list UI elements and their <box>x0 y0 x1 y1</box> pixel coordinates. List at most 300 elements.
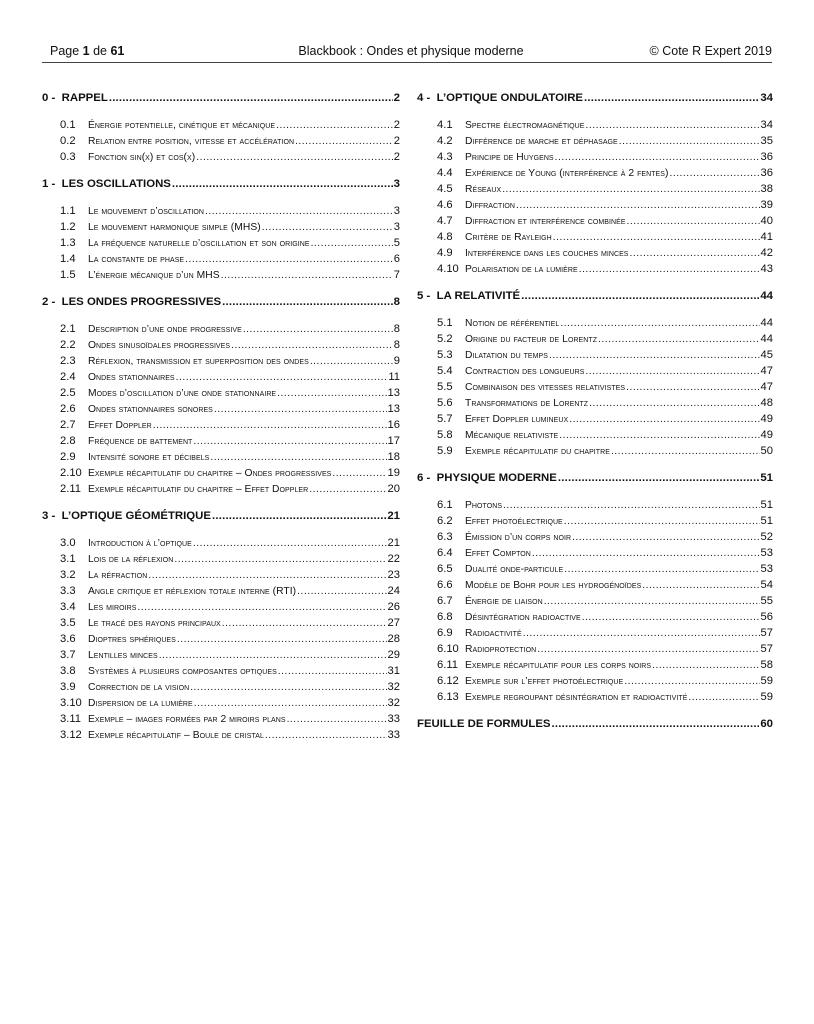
toc-item[interactable] <box>417 673 773 689</box>
toc-item[interactable] <box>417 181 773 197</box>
toc-item[interactable] <box>42 401 400 417</box>
toc-item[interactable] <box>417 165 773 181</box>
toc-item-list <box>42 535 400 743</box>
toc-item[interactable] <box>42 551 400 567</box>
toc-item[interactable] <box>417 529 773 545</box>
item-page-number: 36 <box>760 167 773 179</box>
item-page-number: 53 <box>760 547 773 559</box>
toc-item[interactable] <box>417 149 773 165</box>
item-number: 2.7 <box>60 419 76 431</box>
item-title: Fonction sin(x) et cos(x) <box>88 152 196 163</box>
item-number: 3.9 <box>60 681 76 693</box>
toc-section-heading[interactable] <box>417 713 773 735</box>
dot-leader <box>552 713 760 735</box>
item-number: 6.11 <box>437 659 458 671</box>
item-number: 5.8 <box>437 429 453 441</box>
item-page-number: 32 <box>387 697 400 709</box>
item-page-number: 8 <box>393 323 400 335</box>
dot-leader <box>278 664 387 680</box>
section-title: LES OSCILLATIONS <box>61 178 171 190</box>
dot-leader <box>579 262 760 278</box>
toc-item[interactable] <box>417 513 773 529</box>
dot-leader <box>521 285 759 307</box>
item-page-number: 51 <box>760 499 773 511</box>
item-number: 1.3 <box>60 237 76 249</box>
section-number: 2 - <box>42 296 62 308</box>
item-number: 5.5 <box>437 381 453 393</box>
section-page-number: 34 <box>760 92 773 104</box>
dot-leader <box>310 354 393 370</box>
item-title: Différence de marche et déphasage <box>465 136 618 147</box>
toc-item[interactable] <box>417 133 773 149</box>
item-number: 5.1 <box>437 317 453 329</box>
dot-leader <box>642 578 759 594</box>
toc-item[interactable] <box>42 321 400 337</box>
item-page-number: 29 <box>387 649 400 661</box>
dot-leader <box>549 348 760 364</box>
dot-leader <box>611 444 760 460</box>
toc-item[interactable] <box>417 245 773 261</box>
toc-item[interactable] <box>42 663 400 679</box>
toc-item[interactable] <box>417 379 773 395</box>
item-title: Ondes sinusoïdales progressives <box>88 340 231 351</box>
toc-item[interactable] <box>42 711 400 727</box>
dot-leader <box>584 87 759 109</box>
item-number: 2.8 <box>60 435 76 447</box>
section-page-number: 44 <box>760 290 773 302</box>
toc-item[interactable] <box>42 465 400 481</box>
item-page-number: 50 <box>760 445 773 457</box>
toc-section <box>417 285 773 459</box>
dot-leader <box>560 316 759 332</box>
toc-section-heading[interactable] <box>417 87 773 109</box>
dot-leader <box>502 182 759 198</box>
dot-leader <box>585 364 759 380</box>
toc-item-list <box>42 321 400 497</box>
item-number: 4.7 <box>437 215 453 227</box>
toc-item[interactable] <box>42 679 400 695</box>
toc-item[interactable] <box>42 567 400 583</box>
section-page-number: 51 <box>760 472 773 484</box>
toc-item[interactable] <box>42 695 400 711</box>
item-title: L’énergie mécanique d’un MHS <box>88 270 220 281</box>
item-number: 2.5 <box>60 387 76 399</box>
dot-leader <box>598 332 760 348</box>
item-page-number: 39 <box>760 199 773 211</box>
toc-section <box>42 87 400 165</box>
toc-item[interactable] <box>42 369 400 385</box>
item-title: Exemple récapitulatif du chapitre <box>465 446 610 457</box>
page-total: 61 <box>110 44 125 58</box>
dot-leader <box>627 214 760 230</box>
item-title: Systèmes à plusieurs composantes optiques <box>88 666 277 677</box>
section-title: LES ONDES PROGRESSIVES <box>61 296 222 308</box>
dot-leader <box>630 246 760 262</box>
toc-item[interactable] <box>42 385 400 401</box>
item-title: Interférence dans les couches minces <box>465 248 629 259</box>
toc-item[interactable] <box>417 427 773 443</box>
item-number: 6.1 <box>437 499 453 511</box>
item-page-number: 6 <box>393 253 400 265</box>
toc-item[interactable] <box>417 609 773 625</box>
item-number: 3.1 <box>60 553 76 565</box>
toc-item[interactable] <box>417 395 773 411</box>
toc-item[interactable] <box>42 203 400 219</box>
toc-item[interactable] <box>42 251 400 267</box>
section-number: 1 - <box>42 178 62 190</box>
toc-item[interactable] <box>417 561 773 577</box>
item-page-number: 8 <box>393 339 400 351</box>
item-page-number: 49 <box>760 413 773 425</box>
item-number: 6.3 <box>437 531 453 543</box>
dot-leader <box>624 674 759 690</box>
item-page-number: 56 <box>760 611 773 623</box>
dot-leader <box>193 536 387 552</box>
dot-leader <box>295 134 393 150</box>
item-page-number: 59 <box>760 675 773 687</box>
item-number: 6.4 <box>437 547 453 559</box>
item-number: 5.2 <box>437 333 453 345</box>
dot-leader <box>214 402 387 418</box>
item-title: Angle critique et réflexion totale interne (RTI) <box>88 586 297 597</box>
dot-leader <box>311 236 393 252</box>
dot-leader <box>185 252 393 268</box>
item-number: 3.2 <box>60 569 76 581</box>
dot-leader <box>159 648 387 664</box>
section-spacer <box>417 735 773 743</box>
item-title: Exemple sur l’effet photoélectrique <box>465 676 624 687</box>
toc-item[interactable] <box>417 261 773 277</box>
dot-leader <box>309 482 386 498</box>
item-title: Effet Doppler lumineux <box>465 414 569 425</box>
dot-leader <box>586 118 760 134</box>
dot-leader <box>262 220 393 236</box>
dot-leader <box>626 380 759 396</box>
section-title: L’OPTIQUE ONDULATOIRE <box>436 92 584 104</box>
item-title: Principe de Huygens <box>465 152 554 163</box>
toc-item[interactable] <box>42 615 400 631</box>
dot-leader <box>210 450 386 466</box>
item-number: 3.10 <box>60 697 82 709</box>
dot-leader <box>503 498 760 514</box>
item-title: Ondes stationnaires sonores <box>88 404 213 415</box>
toc-item[interactable] <box>417 593 773 609</box>
item-title: Radioactivité <box>465 628 522 639</box>
toc-item[interactable] <box>417 657 773 673</box>
toc-item[interactable] <box>42 631 400 647</box>
item-page-number: 3 <box>393 221 400 233</box>
item-title: Énergie de liaison <box>465 596 543 607</box>
item-number: 3.11 <box>60 713 81 725</box>
toc-item[interactable] <box>417 577 773 593</box>
item-title: Exemple – images formées par 2 miroirs plans <box>88 714 286 725</box>
item-number: 2.9 <box>60 451 76 463</box>
toc-item[interactable] <box>42 449 400 465</box>
section-title: PHYSIQUE MODERNE <box>436 472 557 484</box>
toc-item[interactable] <box>417 689 773 705</box>
item-page-number: 35 <box>760 135 773 147</box>
item-page-number: 47 <box>760 381 773 393</box>
item-number: 5.6 <box>437 397 453 409</box>
item-title: Ondes stationnaires <box>88 372 175 383</box>
item-title: Dilatation du temps <box>465 350 548 361</box>
dot-leader <box>564 562 759 578</box>
item-number: 3.4 <box>60 601 76 613</box>
page-counter <box>50 44 124 58</box>
item-number: 4.1 <box>437 119 453 131</box>
item-page-number: 34 <box>760 119 773 131</box>
toc-item[interactable] <box>417 363 773 379</box>
item-number: 0.1 <box>60 119 76 131</box>
item-number: 6.8 <box>437 611 453 623</box>
dot-leader <box>297 584 386 600</box>
toc-item[interactable] <box>42 117 400 133</box>
item-title: Expérience de Young (interférence à 2 fentes) <box>465 168 669 179</box>
dot-leader <box>555 150 760 166</box>
item-title: Diffraction <box>465 200 515 211</box>
item-number: 3.0 <box>60 537 76 549</box>
item-title: Exemple récapitulatif pour les corps noirs <box>465 660 652 671</box>
item-title: Réflexion, transmission et superposition des ondes <box>88 356 309 367</box>
item-number: 6.6 <box>437 579 453 591</box>
toc-item-list <box>417 117 773 277</box>
toc-item[interactable] <box>42 727 400 743</box>
toc-section-heading[interactable] <box>417 467 773 489</box>
item-number: 2.1 <box>60 323 76 335</box>
toc-item[interactable] <box>417 545 773 561</box>
item-page-number: 40 <box>760 215 773 227</box>
item-title: Photons <box>465 500 503 511</box>
dot-leader <box>332 466 386 482</box>
item-title: Notion de référentiel <box>465 318 560 329</box>
item-title: La constante de phase <box>88 254 185 265</box>
toc-section-heading[interactable] <box>417 285 773 307</box>
item-title: Transformations de Lorentz <box>465 398 589 409</box>
item-title: Effet Doppler <box>88 420 152 431</box>
item-title: Exemple regroupant désintégration et radioactivité <box>465 692 688 703</box>
toc-item[interactable] <box>417 331 773 347</box>
dot-leader <box>669 166 759 182</box>
item-page-number: 33 <box>387 729 400 741</box>
item-title: Contraction des longueurs <box>465 366 585 377</box>
toc-item[interactable] <box>417 347 773 363</box>
item-page-number: 2 <box>393 151 400 163</box>
toc-item-list <box>42 203 400 283</box>
item-title: Émission d’un corps noir <box>465 532 572 543</box>
item-title: Exemple récapitulatif du chapitre – Ondes progressives <box>88 468 332 479</box>
dot-leader <box>572 530 759 546</box>
toc-item[interactable] <box>42 353 400 369</box>
toc-section-heading[interactable] <box>42 505 400 527</box>
item-title: Diffraction et interférence combinée <box>465 216 626 227</box>
dot-leader <box>619 134 760 150</box>
section-title: L’OPTIQUE GÉOMÉTRIQUE <box>61 510 211 522</box>
item-page-number: 45 <box>760 349 773 361</box>
item-page-number: 18 <box>387 451 400 463</box>
item-page-number: 44 <box>760 317 773 329</box>
toc-item[interactable] <box>417 497 773 513</box>
section-page-number: 3 <box>393 178 400 190</box>
toc-section-heading[interactable] <box>42 173 400 195</box>
item-title: Effet photoélectrique <box>465 516 563 527</box>
dot-leader <box>222 616 387 632</box>
item-page-number: 52 <box>760 531 773 543</box>
copyright: © Cote R Expert 2019 <box>649 44 772 58</box>
dot-leader <box>688 690 759 706</box>
toc-item[interactable] <box>417 411 773 427</box>
section-page-number: 60 <box>760 718 773 730</box>
item-title: Description d’une onde progressive <box>88 324 242 335</box>
item-page-number: 19 <box>387 467 400 479</box>
dot-leader <box>276 118 393 134</box>
section-title: RAPPEL <box>61 92 108 104</box>
toc-right-column <box>417 87 773 743</box>
dot-leader <box>537 642 759 658</box>
item-number: 3.3 <box>60 585 76 597</box>
dot-leader <box>516 198 760 214</box>
page-header <box>50 41 772 61</box>
toc-item[interactable] <box>417 197 773 213</box>
item-page-number: 32 <box>387 681 400 693</box>
item-number: 4.2 <box>437 135 453 147</box>
item-number: 2.11 <box>60 483 81 495</box>
item-page-number: 31 <box>387 665 400 677</box>
item-page-number: 43 <box>760 263 773 275</box>
item-title: Spectre électromagnétique <box>465 120 585 131</box>
item-page-number: 54 <box>760 579 773 591</box>
document-title: Blackbook : Ondes et physique moderne <box>298 44 524 58</box>
toc-item[interactable] <box>42 535 400 551</box>
item-number: 2.2 <box>60 339 76 351</box>
item-title: Désintégration radioactive <box>465 612 581 623</box>
dot-leader <box>172 173 393 195</box>
dot-leader <box>176 370 388 386</box>
dot-leader <box>652 658 759 674</box>
item-number: 5.9 <box>437 445 453 457</box>
item-number: 3.8 <box>60 665 76 677</box>
item-page-number: 42 <box>760 247 773 259</box>
item-number: 4.10 <box>437 263 459 275</box>
toc-section <box>42 173 400 283</box>
item-number: 1.4 <box>60 253 76 265</box>
toc-item[interactable] <box>42 337 400 353</box>
dot-leader <box>589 396 759 412</box>
toc-item-list <box>417 497 773 705</box>
dot-leader <box>532 546 760 562</box>
item-number: 0.3 <box>60 151 76 163</box>
toc-item[interactable] <box>42 481 400 497</box>
item-number: 6.5 <box>437 563 453 575</box>
dot-leader <box>287 712 387 728</box>
toc-section <box>417 467 773 705</box>
toc-section <box>417 713 773 743</box>
item-page-number: 44 <box>760 333 773 345</box>
item-number: 6.7 <box>437 595 453 607</box>
item-page-number: 17 <box>387 435 400 447</box>
toc-section-heading[interactable] <box>42 291 400 313</box>
toc-item[interactable] <box>417 315 773 331</box>
toc-section <box>42 505 400 743</box>
toc-item[interactable] <box>42 417 400 433</box>
toc-item[interactable] <box>42 599 400 615</box>
dot-leader <box>559 428 759 444</box>
dot-leader <box>153 418 387 434</box>
item-page-number: 2 <box>393 119 400 131</box>
dot-leader <box>277 386 386 402</box>
item-title: Dioptres sphériques <box>88 634 176 645</box>
item-number: 4.8 <box>437 231 453 243</box>
item-page-number: 9 <box>393 355 400 367</box>
toc-section <box>42 291 400 497</box>
toc-item[interactable] <box>42 647 400 663</box>
item-title: Le mouvement harmonique simple (MHS) <box>88 222 261 233</box>
toc-item[interactable] <box>417 625 773 641</box>
toc-left-column <box>42 87 400 751</box>
section-page-number: 8 <box>393 296 400 308</box>
dot-leader <box>137 600 386 616</box>
item-number: 1.2 <box>60 221 76 233</box>
item-page-number: 41 <box>760 231 773 243</box>
item-number: 2.6 <box>60 403 76 415</box>
toc-item[interactable] <box>42 219 400 235</box>
item-number: 5.3 <box>437 349 453 361</box>
item-title: Critère de Rayleigh <box>465 232 552 243</box>
page-prefix: Page <box>50 44 83 58</box>
toc-section-heading[interactable] <box>42 87 400 109</box>
toc-item[interactable] <box>42 235 400 251</box>
toc-item[interactable] <box>417 117 773 133</box>
page-of: de <box>89 44 111 58</box>
toc-item[interactable] <box>417 443 773 459</box>
toc-item[interactable] <box>42 149 400 165</box>
item-page-number: 3 <box>393 205 400 217</box>
dot-leader <box>558 467 759 489</box>
item-title: Les miroirs <box>88 602 137 613</box>
toc-item[interactable] <box>417 641 773 657</box>
dot-leader <box>231 338 393 354</box>
item-number: 3.6 <box>60 633 76 645</box>
item-title: Le mouvement d’oscillation <box>88 206 205 217</box>
item-number: 3.12 <box>60 729 82 741</box>
dot-leader <box>265 728 387 744</box>
item-page-number: 57 <box>760 643 773 655</box>
item-title: Radioprotection <box>465 644 537 655</box>
toc-section <box>417 87 773 277</box>
item-number: 4.5 <box>437 183 453 195</box>
dot-leader <box>148 568 386 584</box>
toc-item[interactable] <box>417 229 773 245</box>
item-page-number: 26 <box>387 601 400 613</box>
header-divider <box>42 62 772 63</box>
toc-item[interactable] <box>42 133 400 149</box>
item-page-number: 48 <box>760 397 773 409</box>
item-title: Dualité onde-particule <box>465 564 564 575</box>
item-number: 4.3 <box>437 151 453 163</box>
dot-leader <box>205 204 393 220</box>
item-title: Lois de la réflexion <box>88 554 174 565</box>
item-title: Combinaison des vitesses relativistes <box>465 382 626 393</box>
item-title: Le tracé des rayons principaux <box>88 618 221 629</box>
toc-item[interactable] <box>42 433 400 449</box>
toc-item[interactable] <box>42 267 400 283</box>
item-title: Exemple récapitulatif – Boule de cristal <box>88 730 264 741</box>
dot-leader <box>109 87 393 109</box>
dot-leader <box>564 514 760 530</box>
item-number: 2.10 <box>60 467 82 479</box>
toc-item[interactable] <box>42 583 400 599</box>
toc-item[interactable] <box>417 213 773 229</box>
item-page-number: 7 <box>393 269 400 281</box>
